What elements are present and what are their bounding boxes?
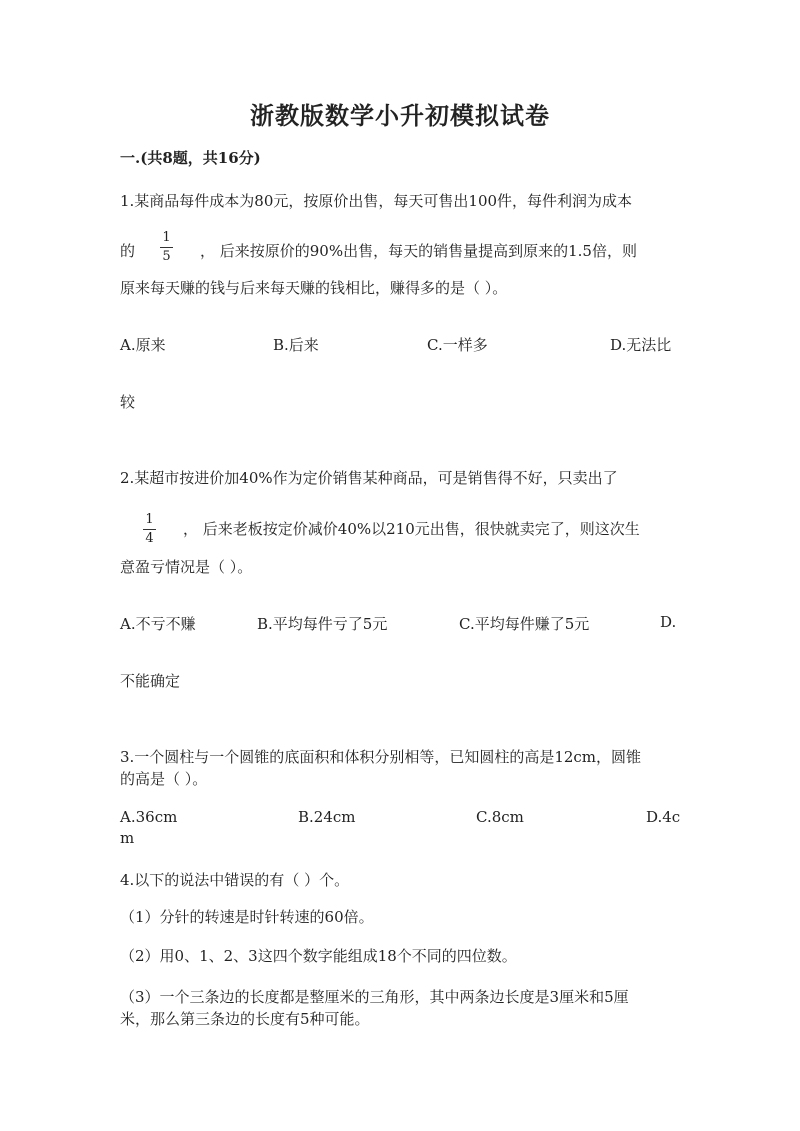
fraction-bar	[160, 247, 173, 248]
q2-option-b: B.平均每件亏了5元	[257, 615, 388, 633]
q2-line3: 意盈亏情况是（ ）。	[120, 558, 253, 576]
q3-line2: 的高是（ ）。	[120, 770, 208, 788]
q4-statement-1: （1）分针的转速是时针转速的60倍。	[120, 908, 374, 926]
q1-line3: 原来每天赚的钱与后来每天赚的钱相比，赚得多的是（ ）。	[120, 279, 508, 297]
q4-statement-3-line1: （3）一个三条边的长度都是整厘米的三角形，其中两条边长度是3厘米和5厘	[120, 988, 629, 1006]
q2-option-d-wrap: 不能确定	[120, 672, 181, 690]
q1-option-a: A.原来	[120, 336, 166, 354]
q1-option-c: C.一样多	[427, 336, 488, 354]
q3-option-b: B.24cm	[298, 808, 356, 826]
q1-line1: 1.某商品每件成本为80元，按原价出售，每天可售出100件，每件利润为成本	[120, 192, 633, 210]
q1-fraction-numerator: 1	[162, 230, 171, 245]
q2-fraction	[143, 513, 156, 546]
q3-option-d-wrap: m	[120, 829, 135, 847]
q1-option-d-wrap: 较	[120, 393, 136, 411]
q2-option-c: C.平均每件赚了5元	[459, 615, 590, 633]
q4-statement-3-line2: 米，那么第三条边的长度有5种可能。	[120, 1010, 370, 1028]
q4-line1: 4.以下的说法中错误的有（ ）个。	[120, 871, 350, 889]
section-heading: 一.(共8题，共16分)	[120, 149, 261, 167]
page-title: 浙教版数学小升初模拟试卷	[250, 101, 550, 130]
q3-option-d: D.4c	[646, 808, 681, 826]
q1-fraction	[160, 231, 173, 264]
q1-option-b: B.后来	[273, 336, 319, 354]
q1-line2-pre: 的	[120, 242, 136, 260]
q1-option-d: D.无法比	[610, 336, 672, 354]
q3-option-c: C.8cm	[476, 808, 524, 826]
q1-line2-post: ， 后来按原价的90%出售，每天的销售量提高到原来的1.5倍，则	[200, 242, 637, 260]
q3-line1: 3.一个圆柱与一个圆锥的底面积和体积分别相等，已知圆柱的高是12cm，圆锥	[120, 748, 642, 766]
q3-option-a: A.36cm	[120, 808, 178, 826]
q2-option-a: A.不亏不赚	[120, 615, 196, 633]
q2-line2-post: ， 后来老板按定价减价40%以210元出售，很快就卖完了，则这次生	[183, 520, 640, 538]
q2-fraction-numerator: 1	[145, 512, 154, 527]
q1-fraction-denominator: 5	[162, 249, 171, 264]
q4-statement-2: （2）用0、1、2、3这四个数字能组成18个不同的四位数。	[120, 947, 517, 965]
q2-line1: 2.某超市按进价加40%作为定价销售某种商品，可是销售得不好，只卖出了	[120, 469, 618, 487]
q2-fraction-denominator: 4	[145, 531, 154, 546]
fraction-bar	[143, 529, 156, 530]
q2-option-d: D.	[660, 613, 677, 631]
